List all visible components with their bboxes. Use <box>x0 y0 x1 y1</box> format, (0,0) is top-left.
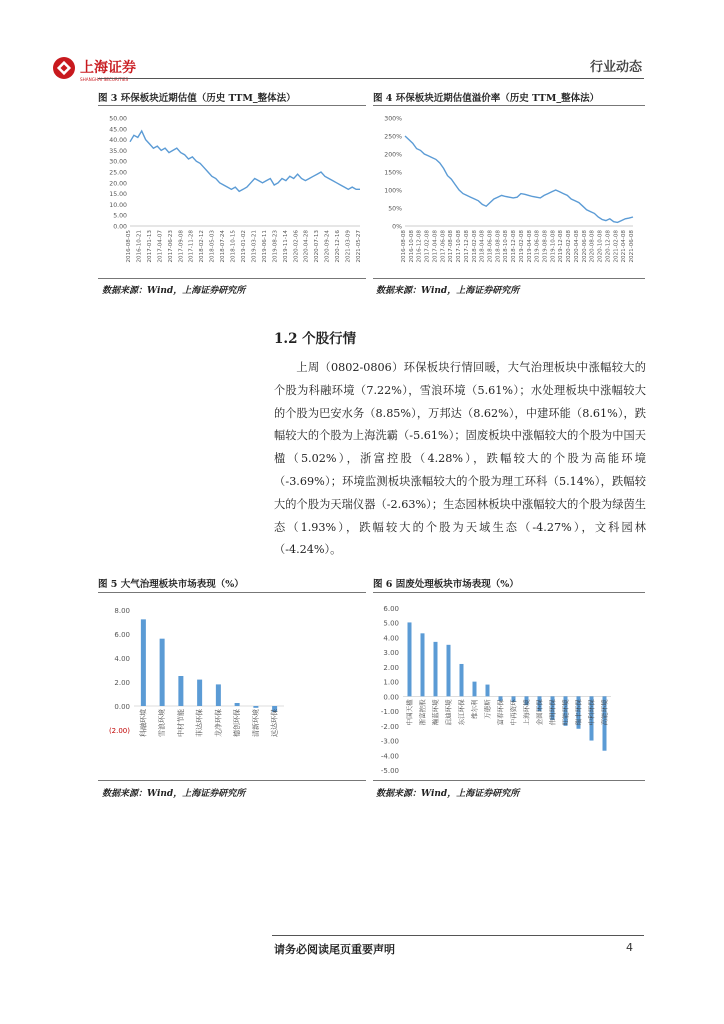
fig3-source: 数据来源：Wind，上海证券研究所 <box>102 286 246 296</box>
fig4-x-tick-label: 2018-06-08 <box>487 230 494 263</box>
fig6-bar <box>473 682 477 697</box>
fig4-y-tick-label: 50% <box>388 205 402 213</box>
fig4-x-tick-label: 2019-04-08 <box>526 230 533 263</box>
fig6-bottom-rule <box>373 780 645 781</box>
fig4-x-tick-label: 2018-08-08 <box>495 230 502 263</box>
fig6-bar <box>421 633 425 696</box>
fig6-y-tick-label: 4.00 <box>383 634 399 643</box>
fig3-x-tick-label: 2019-06-11 <box>261 230 268 263</box>
fig6-category-label: 中科环保 <box>587 699 596 726</box>
fig6-top-rule <box>373 592 645 593</box>
fig4-x-tick-label: 2019-06-08 <box>534 230 541 263</box>
fig4-y-tick-label: 300% <box>384 115 402 123</box>
fig3-y-tick-label: 0.00 <box>113 223 127 231</box>
fig5-top-rule <box>98 592 366 593</box>
fig5-y-tick-label: 0.00 <box>114 703 130 711</box>
fig6-bar <box>434 642 438 696</box>
fig3-x-tick-label: 2019-01-02 <box>241 230 247 263</box>
fig3-y-tick-label: 20.00 <box>109 180 127 188</box>
fig3-x-tick-label: 2020-02-06 <box>293 230 300 263</box>
fig4-x-tick-label: 2020-06-08 <box>581 230 588 263</box>
fig6-y-tick-label: -4.00 <box>380 752 399 761</box>
fig3-x-tick-label: 2017-09-08 <box>178 230 185 263</box>
fig3-x-tick-label: 2017-11-28 <box>188 230 195 263</box>
fig5-category-label: 清新环境 <box>251 709 260 737</box>
fig6-y-tick-label: 3.00 <box>383 649 399 658</box>
fig3-y-tick-label: 10.00 <box>109 201 127 209</box>
fig5-category-label: 中材节能 <box>176 709 185 737</box>
footer-divider <box>272 935 644 936</box>
fig3-y-tick-label: 35.00 <box>109 147 127 155</box>
header-divider <box>98 78 644 79</box>
fig4-x-tick-label: 2021-02-08 <box>613 230 620 263</box>
fig6-y-tick-label: 0.00 <box>383 693 399 702</box>
fig3-x-tick-label: 2019-11-14 <box>282 230 289 263</box>
fig4-series-line <box>405 136 633 222</box>
fig6-category-label: 维尔利 <box>470 699 479 719</box>
fig4-x-tick-label: 2019-08-08 <box>542 230 549 263</box>
fig4-x-tick-label: 2016-12-08 <box>416 230 423 263</box>
section-paragraph: 上周（0802-0806）环保板块行情回暖，大气治理板块中涨幅较大的个股为科融环境（7.22%），雪浪环境（5.61%）；水处理板块中涨幅较大的个股为巴安水务（8.85%），万邦达（8.62%），中建环能（8.61%），跌幅较大的个股为上海洗霸（-5.61%）；固废板块中涨幅较大的个股为中国天楹（5.02%），浙富控股（4.28%），跌幅较大的个股为高能环境（-3.69%）；环境监测板块涨幅较大的个股为理工环科（5.14%），跌幅较大的个股为天瑞仪器（-2.63%）；生态园林板块中涨幅较大的个股为绿茵生态（1.93%），跌幅较大的个股为天域生态（-4.27%），文科园林（-4.24%）。 <box>274 361 646 557</box>
fig4-x-tick-label: 2019-12-08 <box>558 230 565 263</box>
fig3-top-rule <box>98 105 366 106</box>
fig6-category-label: 中国天楹 <box>405 699 414 726</box>
fig3-x-tick-label: 2018-05-03 <box>209 230 216 263</box>
fig3-x-tick-label: 2016-10-21 <box>136 230 143 263</box>
fig5-category-label: 雪浪环境 <box>158 709 167 737</box>
fig5-category-label: 德创环保 <box>233 709 242 737</box>
fig4-x-tick-label: 2018-02-08 <box>471 230 478 263</box>
fig5-category-label: 远达环保 <box>270 709 279 737</box>
fig4-x-tick-label: 2019-02-08 <box>518 230 525 263</box>
fig3-series-line <box>130 131 360 191</box>
fig4-x-tick-label: 2016-10-08 <box>408 230 415 263</box>
fig4-x-tick-label: 2020-12-08 <box>605 230 612 263</box>
fig6-bar <box>447 645 451 697</box>
fig6-source: 数据来源：Wind，上海证券研究所 <box>376 789 520 799</box>
fig5-bar <box>178 676 183 706</box>
fig4-x-tick-label: 2020-10-08 <box>597 230 604 263</box>
fig6-y-tick-label: -3.00 <box>380 737 399 746</box>
fig6-bar <box>408 622 412 696</box>
fig4-x-tick-label: 2017-04-08 <box>432 230 439 263</box>
fig6-caption: 图 6 固废处理板块市场表现（%） <box>373 579 519 590</box>
fig3-x-tick-label: 2021-03-09 <box>345 230 352 263</box>
fig3-x-tick-label: 2018-02-12 <box>199 230 206 263</box>
fig3-x-tick-label: 2020-09-24 <box>324 229 331 263</box>
fig3-y-tick-label: 25.00 <box>109 169 127 177</box>
fig4-y-tick-label: 0% <box>392 223 402 231</box>
fig4-y-tick-label: 200% <box>384 151 402 159</box>
brand-name: 上海证券 <box>80 60 136 76</box>
fig6-category-label: 伟明环保 <box>548 699 557 726</box>
fig3-x-tick-label: 2018-07-24 <box>220 230 227 263</box>
fig4-x-tick-label: 2018-04-08 <box>479 230 486 263</box>
fig4-x-tick-label: 2018-10-08 <box>503 230 510 263</box>
fig3-x-tick-label: 2018-10-15 <box>230 230 237 263</box>
fig3-x-tick-label: 2017-04-07 <box>157 230 164 263</box>
fig6-category-label: 万德斯 <box>483 699 492 719</box>
fig6-category-label: 旺能环境 <box>561 699 570 726</box>
fig6-bar <box>460 664 464 696</box>
fig5-y-tick-label: 2.00 <box>114 679 130 687</box>
fig4-x-tick-label: 2017-08-08 <box>448 230 455 263</box>
fig5-y-tick-label: 6.00 <box>114 631 130 639</box>
page-number: 4 <box>626 941 633 954</box>
fig4-x-tick-label: 2017-06-08 <box>440 230 447 263</box>
fig6-category-label: 东江环保 <box>457 699 466 726</box>
fig4-x-tick-label: 2016-08-08 <box>401 230 407 263</box>
fig6-y-tick-label: -2.00 <box>380 722 399 731</box>
fig3-x-tick-label: 2019-08-23 <box>272 230 279 263</box>
fig3-y-tick-label: 15.00 <box>109 191 127 199</box>
fig3-x-tick-label: 2017-06-23 <box>167 230 174 263</box>
fig5-bar <box>235 703 240 706</box>
section-label: 行业动态 <box>589 60 642 75</box>
fig6-y-tick-label: 1.00 <box>383 678 399 687</box>
fig5-bar <box>197 680 202 706</box>
fig4-x-tick-label: 2017-12-08 <box>463 230 470 263</box>
fig3-x-tick-label: 2021-05-27 <box>356 230 362 263</box>
fig3-x-tick-label: 2020-04-28 <box>303 230 310 263</box>
fig5-category-label: 菲达环保 <box>195 709 204 737</box>
fig5-bar <box>216 684 221 706</box>
fig6-y-tick-label: 5.00 <box>383 619 399 628</box>
fig3-x-tick-label: 2017-01-13 <box>146 230 153 263</box>
fig6-category-label: 高能环境 <box>600 699 609 726</box>
fig4-x-tick-label: 2020-02-08 <box>566 230 573 263</box>
fig3-x-tick-label: 2020-12-16 <box>335 230 342 263</box>
fig5-bar <box>160 639 165 706</box>
fig3-y-tick-label: 5.00 <box>113 212 127 220</box>
fig5-category-label: 科融环境 <box>139 709 148 737</box>
fig4-x-tick-label: 2021-06-08 <box>629 230 635 263</box>
fig4-x-tick-label: 2019-10-08 <box>550 230 557 263</box>
fig3-x-tick-label: 2016-08-05 <box>126 230 132 263</box>
fig6-category-label: 瑞丰环保 <box>574 699 583 726</box>
fig5-bottom-rule <box>98 780 366 781</box>
shanghai-securities-logo <box>50 52 150 86</box>
fig6-category-label: 启迪环境 <box>444 699 453 726</box>
fig3-x-tick-label: 2019-03-21 <box>251 230 258 263</box>
fig6-category-label: 上海环境 <box>522 699 531 726</box>
fig4-caption: 图 4 环保板块近期估值溢价率（历史 TTM_整体法） <box>373 93 600 104</box>
fig6-category-label: 中再资环 <box>509 699 518 726</box>
fig5-source: 数据来源：Wind，上海证券研究所 <box>102 789 246 799</box>
fig5-caption: 图 5 大气治理板块市场表现（%） <box>98 579 244 590</box>
fig3-y-tick-label: 30.00 <box>109 158 127 166</box>
fig4-x-tick-label: 2017-02-08 <box>424 230 431 263</box>
fig4-x-tick-label: 2021-04-08 <box>621 230 628 263</box>
fig4-x-tick-label: 2020-08-08 <box>589 230 596 263</box>
fig6-category-label: 瀚蓝环境 <box>431 699 440 726</box>
fig4-line-chart <box>373 108 645 278</box>
fig6-y-tick-label: -5.00 <box>380 767 399 775</box>
fig5-category-label: 龙净环保 <box>214 709 223 737</box>
disclaimer-note: 请务必阅读尾页重要声明 <box>274 943 395 956</box>
fig5-y-tick-label: 8.00 <box>114 607 130 615</box>
fig3-caption: 图 3 环保板块近期估值（历史 TTM_整体法） <box>98 93 296 104</box>
fig5-y-tick-label: 4.00 <box>114 655 130 663</box>
fig6-y-tick-label: 2.00 <box>383 663 399 672</box>
fig4-source: 数据来源：Wind，上海证券研究所 <box>376 286 520 296</box>
fig3-bottom-rule <box>98 278 366 279</box>
fig6-y-tick-label: -1.00 <box>380 708 399 717</box>
fig4-x-tick-label: 2017-10-08 <box>456 230 463 263</box>
fig3-y-tick-label: 45.00 <box>109 126 127 134</box>
fig3-y-tick-label: 50.00 <box>109 115 127 123</box>
fig4-y-tick-label: 100% <box>384 187 402 195</box>
fig5-bar <box>141 619 146 706</box>
fig4-y-tick-label: 150% <box>384 169 402 177</box>
fig3-line-chart <box>98 108 368 278</box>
fig6-category-label: 金圆环保 <box>535 699 544 726</box>
section-title: 1.2 个股行情 <box>274 331 357 347</box>
fig5-bar <box>253 706 258 708</box>
fig3-y-tick-label: 40.00 <box>109 137 127 145</box>
fig4-y-tick-label: 250% <box>384 133 402 141</box>
fig4-bottom-rule <box>373 278 645 279</box>
fig5-bar-chart <box>98 596 368 776</box>
fig6-category-label: 浙富控股 <box>418 699 427 726</box>
fig6-category-label: 富春环保 <box>496 699 505 726</box>
fig3-x-tick-label: 2020-07-13 <box>314 230 321 263</box>
fig6-bar <box>486 685 490 697</box>
fig4-x-tick-label: 2018-12-08 <box>511 230 518 263</box>
fig6-bar-chart <box>373 596 645 776</box>
fig6-y-tick-label: 6.00 <box>383 605 399 613</box>
fig4-top-rule <box>373 105 645 106</box>
fig4-x-tick-label: 2020-04-08 <box>573 230 580 263</box>
fig5-y-tick-label: (2.00) <box>108 727 130 735</box>
brand-name-en: SHANGHAI SECURITIES <box>80 77 129 82</box>
